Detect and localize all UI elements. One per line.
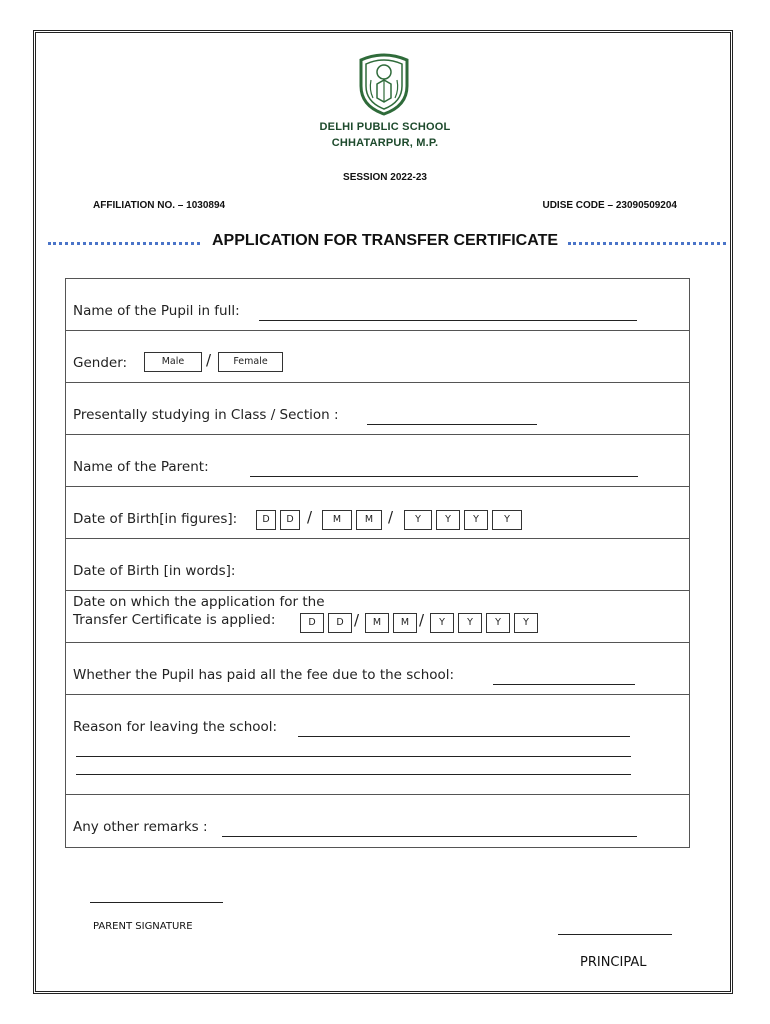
apply-year-box[interactable]: Y: [486, 613, 510, 633]
pupil-name-field[interactable]: [259, 319, 637, 321]
row-dob-figures: [66, 487, 689, 539]
dob-figures-label: Date of Birth[in figures]:: [73, 511, 238, 527]
apply-month-box[interactable]: M: [365, 613, 389, 633]
row-remarks: [66, 795, 689, 847]
udise-code: UDISE CODE – 23090509204: [542, 200, 677, 211]
dob-year-box[interactable]: Y: [436, 510, 460, 530]
reason-field-line1[interactable]: [298, 735, 630, 737]
form-table: [65, 278, 690, 848]
apply-year-box[interactable]: Y: [458, 613, 482, 633]
reason-label: Reason for leaving the school:: [73, 719, 278, 735]
gender-separator: /: [206, 351, 212, 369]
apply-date-label-line1: Date on which the application for the: [73, 594, 325, 610]
class-field[interactable]: [367, 423, 537, 425]
apply-year-box[interactable]: Y: [430, 613, 454, 633]
dob-day-box[interactable]: D: [280, 510, 300, 530]
row-dob-words: [66, 539, 689, 591]
row-pupil-name: [66, 279, 689, 331]
row-parent: [66, 435, 689, 487]
school-name: DELHI PUBLIC SCHOOL: [319, 121, 451, 133]
parent-label: Name of the Parent:: [73, 459, 209, 475]
fee-label: Whether the Pupil has paid all the fee due to the school:: [73, 667, 455, 683]
parent-signature-label: PARENT SIGNATURE: [93, 921, 193, 932]
parent-signature-line[interactable]: [90, 901, 223, 903]
form-title: APPLICATION FOR TRANSFER CERTIFICATE: [211, 232, 559, 249]
remarks-label: Any other remarks :: [73, 819, 208, 835]
dob-year-box[interactable]: Y: [404, 510, 432, 530]
pupil-name-label: Name of the Pupil in full:: [73, 303, 240, 319]
dob-year-box[interactable]: Y: [492, 510, 522, 530]
apply-day-box[interactable]: D: [328, 613, 352, 633]
date-separator: /: [307, 508, 313, 526]
dob-month-box[interactable]: M: [356, 510, 382, 530]
row-apply-date: [66, 591, 689, 643]
apply-year-box[interactable]: Y: [514, 613, 538, 633]
school-crest-logo: [355, 50, 413, 116]
school-location: CHHATARPUR, M.P.: [331, 137, 439, 149]
affiliation-number: AFFILIATION NO. – 1030894: [93, 200, 226, 211]
reason-field-line2[interactable]: [76, 755, 631, 757]
row-fee: [66, 643, 689, 695]
date-separator: /: [354, 611, 360, 629]
dob-day-box[interactable]: D: [256, 510, 276, 530]
gender-label: Gender:: [73, 355, 128, 371]
class-label: Presentally studying in Class / Section :: [73, 407, 339, 423]
apply-date-label-line2: Transfer Certificate is applied:: [73, 612, 276, 628]
remarks-field[interactable]: [222, 835, 637, 837]
row-reason: [66, 695, 689, 795]
apply-month-box[interactable]: M: [393, 613, 417, 633]
reason-field-line3[interactable]: [76, 773, 631, 775]
gender-male-box[interactable]: Male: [144, 352, 202, 372]
dob-words-label: Date of Birth [in words]:: [73, 563, 236, 579]
principal-label: PRINCIPAL: [580, 955, 647, 970]
dob-month-box[interactable]: M: [322, 510, 352, 530]
date-separator: /: [419, 611, 425, 629]
fee-field[interactable]: [493, 683, 635, 685]
date-separator: /: [388, 508, 394, 526]
dob-year-box[interactable]: Y: [464, 510, 488, 530]
apply-day-box[interactable]: D: [300, 613, 324, 633]
gender-female-box[interactable]: Female: [218, 352, 283, 372]
principal-signature-line[interactable]: [558, 933, 672, 935]
session: SESSION 2022-23: [343, 172, 427, 183]
parent-field[interactable]: [250, 475, 638, 477]
row-gender: [66, 331, 689, 383]
row-class: [66, 383, 689, 435]
